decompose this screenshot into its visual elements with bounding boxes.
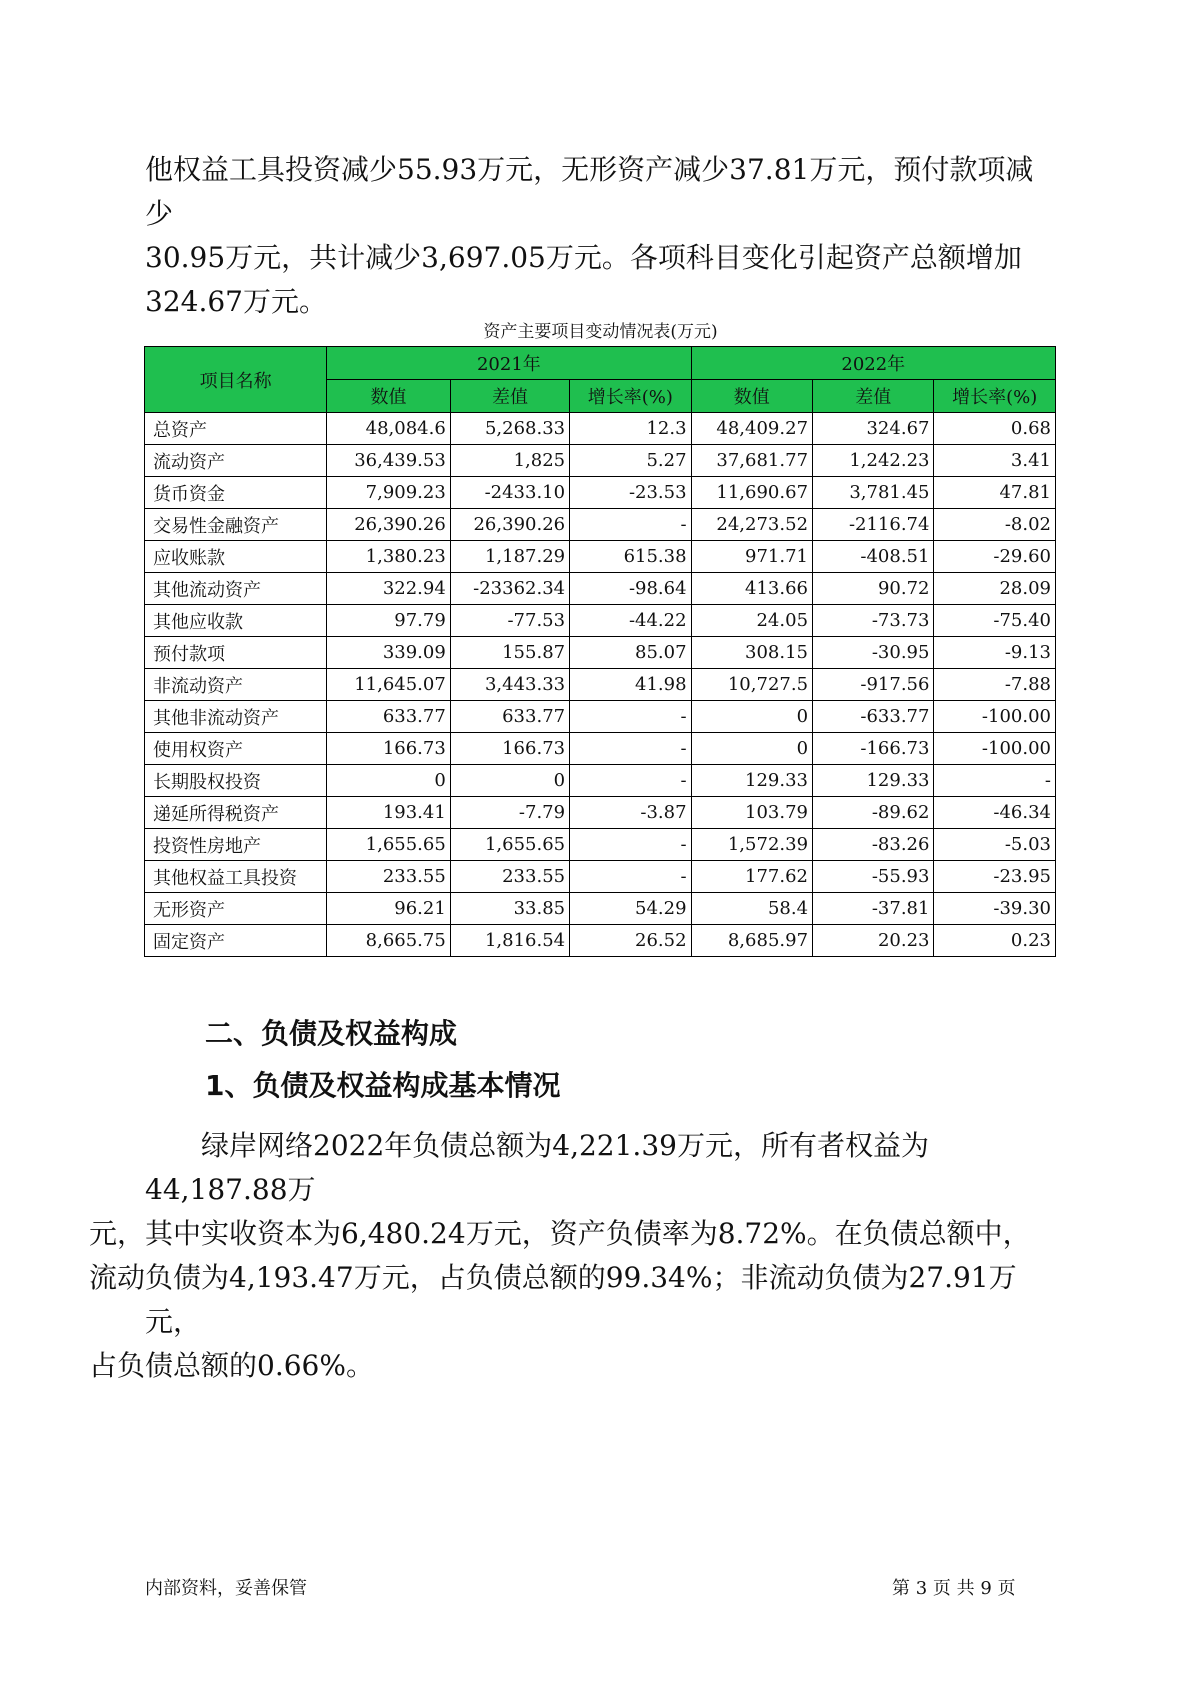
row-item-name: 无形资产 bbox=[145, 893, 327, 925]
table-cell: -29.60 bbox=[934, 541, 1056, 573]
table-cell: 24.05 bbox=[691, 605, 812, 637]
row-item-name: 其他非流动资产 bbox=[145, 701, 327, 733]
table-cell: 3,781.45 bbox=[813, 477, 934, 509]
table-cell: 971.71 bbox=[691, 541, 812, 573]
table-cell: 1,825 bbox=[450, 445, 569, 477]
table-cell: 54.29 bbox=[570, 893, 691, 925]
table-cell: -44.22 bbox=[570, 605, 691, 637]
table-cell: -39.30 bbox=[934, 893, 1056, 925]
table-cell: 0 bbox=[691, 733, 812, 765]
table-cell: 58.4 bbox=[691, 893, 812, 925]
table-cell: 166.73 bbox=[327, 733, 451, 765]
table-cell: 129.33 bbox=[813, 765, 934, 797]
table-cell: 36,439.53 bbox=[327, 445, 451, 477]
table-cell: 0 bbox=[327, 765, 451, 797]
intro-paragraph bbox=[145, 148, 1060, 324]
table-cell: - bbox=[570, 509, 691, 541]
row-item-name: 流动资产 bbox=[145, 445, 327, 477]
body-paragraph bbox=[89, 1124, 1060, 1388]
table-cell: 3,443.33 bbox=[450, 669, 569, 701]
table-cell: 48,409.27 bbox=[691, 413, 812, 445]
table-cell: 85.07 bbox=[570, 637, 691, 669]
table-cell: 413.66 bbox=[691, 573, 812, 605]
table-row bbox=[145, 573, 1056, 605]
table-cell: 33.85 bbox=[450, 893, 569, 925]
table-cell: 339.09 bbox=[327, 637, 451, 669]
table-cell: 166.73 bbox=[450, 733, 569, 765]
body-line: 元，其中实收资本为6,480.24万元，资产负债率为8.72%。在负债总额中， bbox=[89, 1217, 1031, 1250]
table-cell: 0 bbox=[450, 765, 569, 797]
table-row bbox=[145, 637, 1056, 669]
table-cell: 233.55 bbox=[450, 861, 569, 893]
table-cell: -100.00 bbox=[934, 733, 1056, 765]
table-row bbox=[145, 733, 1056, 765]
table-cell: 90.72 bbox=[813, 573, 934, 605]
table-cell: 28.09 bbox=[934, 573, 1056, 605]
table-cell: 11,690.67 bbox=[691, 477, 812, 509]
header-item-name: 项目名称 bbox=[145, 347, 327, 413]
table-cell: -633.77 bbox=[813, 701, 934, 733]
table-cell: - bbox=[570, 861, 691, 893]
table-cell: -9.13 bbox=[934, 637, 1056, 669]
body-line: 绿岸网络2022年负债总额为4,221.39万元，所有者权益为44,187.88万 bbox=[145, 1129, 929, 1206]
sub-heading: 1、负债及权益构成基本情况 bbox=[205, 1069, 561, 1102]
table-cell: 1,380.23 bbox=[327, 541, 451, 573]
row-item-name: 应收账款 bbox=[145, 541, 327, 573]
table-cell: -75.40 bbox=[934, 605, 1056, 637]
table-cell: 1,655.65 bbox=[327, 829, 451, 861]
table-cell: 37,681.77 bbox=[691, 445, 812, 477]
table-cell: -55.93 bbox=[813, 861, 934, 893]
row-item-name: 固定资产 bbox=[145, 925, 327, 957]
row-item-name: 货币资金 bbox=[145, 477, 327, 509]
footer-page-number: 第 3 页 共 9 页 bbox=[892, 1578, 1016, 1599]
table-row bbox=[145, 861, 1056, 893]
subheader-difference: 差值 bbox=[450, 380, 569, 413]
table-cell: 193.41 bbox=[327, 797, 451, 829]
table-cell: 633.77 bbox=[327, 701, 451, 733]
table-cell: -37.81 bbox=[813, 893, 934, 925]
table-cell: 308.15 bbox=[691, 637, 812, 669]
table-row bbox=[145, 701, 1056, 733]
table-cell: -166.73 bbox=[813, 733, 934, 765]
table-cell: -2433.10 bbox=[450, 477, 569, 509]
table-cell: 47.81 bbox=[934, 477, 1056, 509]
table-row bbox=[145, 829, 1056, 861]
table-cell: 103.79 bbox=[691, 797, 812, 829]
table-row bbox=[145, 509, 1056, 541]
table-cell: - bbox=[570, 765, 691, 797]
table-cell: 12.3 bbox=[570, 413, 691, 445]
table-cell: -100.00 bbox=[934, 701, 1056, 733]
header-year-2022: 2022年 bbox=[691, 347, 1055, 380]
footer-confidential-note: 内部资料，妥善保管 bbox=[145, 1578, 307, 1599]
table-cell: -917.56 bbox=[813, 669, 934, 701]
table-cell: -408.51 bbox=[813, 541, 934, 573]
table-cell: 3.41 bbox=[934, 445, 1056, 477]
row-item-name: 交易性金融资产 bbox=[145, 509, 327, 541]
table-cell: 5.27 bbox=[570, 445, 691, 477]
row-item-name: 长期股权投资 bbox=[145, 765, 327, 797]
table-body bbox=[145, 413, 1056, 957]
table-cell: 0.23 bbox=[934, 925, 1056, 957]
table-cell: 26.52 bbox=[570, 925, 691, 957]
row-item-name: 总资产 bbox=[145, 413, 327, 445]
table-cell: -23.95 bbox=[934, 861, 1056, 893]
table-cell: 5,268.33 bbox=[450, 413, 569, 445]
table-cell: - bbox=[570, 701, 691, 733]
table-cell: - bbox=[570, 733, 691, 765]
asset-change-table bbox=[144, 346, 1056, 957]
table-cell: 633.77 bbox=[450, 701, 569, 733]
table-cell: 11,645.07 bbox=[327, 669, 451, 701]
row-item-name: 非流动资产 bbox=[145, 669, 327, 701]
table-cell: 0.68 bbox=[934, 413, 1056, 445]
table-cell: -98.64 bbox=[570, 573, 691, 605]
table-cell: 10,727.5 bbox=[691, 669, 812, 701]
table-cell: -2116.74 bbox=[813, 509, 934, 541]
table-row bbox=[145, 605, 1056, 637]
table-cell: 1,572.39 bbox=[691, 829, 812, 861]
body-line: 占负债总额的0.66%。 bbox=[89, 1349, 374, 1382]
table-row bbox=[145, 477, 1056, 509]
header-year-2021: 2021年 bbox=[327, 347, 691, 380]
table-cell: 615.38 bbox=[570, 541, 691, 573]
row-item-name: 其他流动资产 bbox=[145, 573, 327, 605]
table-cell: -7.88 bbox=[934, 669, 1056, 701]
table-cell: 97.79 bbox=[327, 605, 451, 637]
table-cell: -89.62 bbox=[813, 797, 934, 829]
table-row bbox=[145, 445, 1056, 477]
table-cell: 8,685.97 bbox=[691, 925, 812, 957]
table-cell: - bbox=[570, 829, 691, 861]
table-cell: -83.26 bbox=[813, 829, 934, 861]
table-cell: -3.87 bbox=[570, 797, 691, 829]
table-cell: 324.67 bbox=[813, 413, 934, 445]
table-row bbox=[145, 541, 1056, 573]
row-item-name: 使用权资产 bbox=[145, 733, 327, 765]
intro-line: 他权益工具投资减少55.93万元，无形资产减少37.81万元，预付款项减少 bbox=[145, 153, 1034, 230]
table-cell: 129.33 bbox=[691, 765, 812, 797]
row-item-name: 其他应收款 bbox=[145, 605, 327, 637]
table-cell: 155.87 bbox=[450, 637, 569, 669]
table-cell: -5.03 bbox=[934, 829, 1056, 861]
table-cell: 0 bbox=[691, 701, 812, 733]
table-cell: 1,816.54 bbox=[450, 925, 569, 957]
table-row bbox=[145, 765, 1056, 797]
table-cell: 322.94 bbox=[327, 573, 451, 605]
table-row bbox=[145, 413, 1056, 445]
intro-line: 324.67万元。 bbox=[145, 285, 327, 318]
table-caption: 资产主要项目变动情况表(万元) bbox=[483, 322, 718, 342]
table-cell: - bbox=[934, 765, 1056, 797]
row-item-name: 预付款项 bbox=[145, 637, 327, 669]
table-cell: -30.95 bbox=[813, 637, 934, 669]
table-cell: 48,084.6 bbox=[327, 413, 451, 445]
intro-line: 30.95万元，共计减少3,697.05万元。各项科目变化引起资产总额增加 bbox=[145, 241, 1022, 274]
table-cell: -73.73 bbox=[813, 605, 934, 637]
table-cell: 1,187.29 bbox=[450, 541, 569, 573]
subheader-value: 数值 bbox=[327, 380, 451, 413]
table-cell: -77.53 bbox=[450, 605, 569, 637]
subheader-value: 数值 bbox=[691, 380, 812, 413]
table-cell: -23362.34 bbox=[450, 573, 569, 605]
table-cell: 26,390.26 bbox=[327, 509, 451, 541]
table-cell: 1,242.23 bbox=[813, 445, 934, 477]
row-item-name: 其他权益工具投资 bbox=[145, 861, 327, 893]
table-cell: 41.98 bbox=[570, 669, 691, 701]
table-cell: 24,273.52 bbox=[691, 509, 812, 541]
table-cell: -23.53 bbox=[570, 477, 691, 509]
table-row bbox=[145, 669, 1056, 701]
table-cell: 96.21 bbox=[327, 893, 451, 925]
subheader-growth-rate: 增长率(%) bbox=[934, 380, 1056, 413]
row-item-name: 投资性房地产 bbox=[145, 829, 327, 861]
row-item-name: 递延所得税资产 bbox=[145, 797, 327, 829]
table-cell: 233.55 bbox=[327, 861, 451, 893]
table-cell: -8.02 bbox=[934, 509, 1056, 541]
subheader-difference: 差值 bbox=[813, 380, 934, 413]
table-cell: 177.62 bbox=[691, 861, 812, 893]
table-cell: 20.23 bbox=[813, 925, 934, 957]
table-row bbox=[145, 797, 1056, 829]
table-cell: 7,909.23 bbox=[327, 477, 451, 509]
table-cell: -46.34 bbox=[934, 797, 1056, 829]
section-heading: 二、负债及权益构成 bbox=[205, 1017, 458, 1050]
table-cell: 26,390.26 bbox=[450, 509, 569, 541]
table-row bbox=[145, 925, 1056, 957]
table-cell: 1,655.65 bbox=[450, 829, 569, 861]
table-cell: -7.79 bbox=[450, 797, 569, 829]
table-cell: 8,665.75 bbox=[327, 925, 451, 957]
body-line: 流动负债为4,193.47万元，占负债总额的99.34%；非流动负债为27.91万元， bbox=[89, 1261, 1017, 1338]
subheader-growth-rate: 增长率(%) bbox=[570, 380, 691, 413]
table-row bbox=[145, 893, 1056, 925]
